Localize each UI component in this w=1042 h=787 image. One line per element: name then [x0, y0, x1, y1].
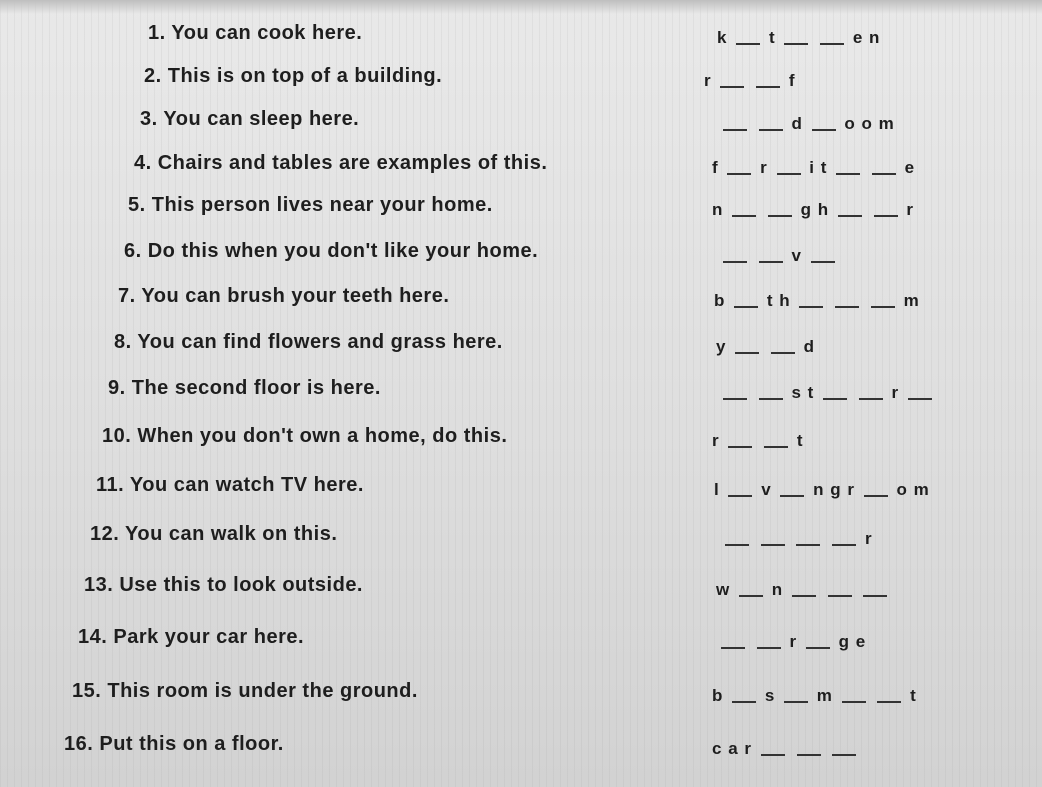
word-pattern-12: r — [722, 529, 873, 549]
word-pattern-16: c a r — [712, 739, 859, 759]
answer-blank — [728, 494, 752, 497]
answer-blank — [823, 397, 847, 400]
answer-blank — [797, 753, 821, 756]
answer-blank — [734, 305, 758, 308]
worksheet-item-14 — [0, 626, 1042, 666]
word-pattern-2: r f — [704, 71, 796, 90]
word-pattern-9: s t r — [720, 383, 935, 403]
clue-15: 15. This room is under the ground. — [72, 680, 418, 702]
answer-blank — [777, 172, 801, 175]
answer-blank — [874, 214, 898, 217]
word-pattern-1: k t e n — [717, 28, 881, 47]
word-pattern-11: l v n g r o m — [714, 480, 930, 499]
answer-blank — [820, 42, 844, 45]
answer-blank — [759, 397, 783, 400]
answer-blank — [735, 351, 759, 354]
worksheet-item-2 — [0, 65, 1042, 105]
answer-blank — [723, 397, 747, 400]
answer-blank — [768, 214, 792, 217]
answer-blank — [727, 172, 751, 175]
worksheet-item-9 — [0, 377, 1042, 417]
word-pattern-13: w n — [716, 580, 890, 600]
clue-1: 1. You can cook here. — [148, 22, 363, 44]
clue-9: 9. The second floor is here. — [108, 377, 381, 399]
answer-blank — [864, 494, 888, 497]
answer-blank — [759, 260, 783, 263]
worksheet-item-13 — [0, 574, 1042, 614]
answer-blank — [832, 753, 856, 756]
worksheet-item-11 — [0, 474, 1042, 514]
worksheet-item-8 — [0, 331, 1042, 371]
clue-2: 2. This is on top of a building. — [144, 65, 443, 87]
worksheet-item-5 — [0, 194, 1042, 234]
clue-13: 13. Use this to look outside. — [84, 574, 363, 596]
answer-blank — [761, 753, 785, 756]
worksheet-item-6 — [0, 240, 1042, 280]
answer-blank — [725, 543, 749, 546]
worksheet-item-15 — [0, 680, 1042, 720]
answer-blank — [739, 594, 763, 597]
answer-blank — [871, 305, 895, 308]
clue-14: 14. Park your car here. — [78, 626, 305, 648]
worksheet-item-10 — [0, 425, 1042, 465]
answer-blank — [792, 594, 816, 597]
answer-blank — [812, 128, 836, 131]
answer-blank — [723, 260, 747, 263]
word-pattern-14: r g e — [718, 632, 866, 652]
answer-blank — [842, 700, 866, 703]
answer-blank — [784, 42, 808, 45]
clue-8: 8. You can find flowers and grass here. — [114, 331, 503, 353]
clue-12: 12. You can walk on this. — [90, 523, 338, 545]
word-pattern-8: y d — [716, 337, 816, 356]
answer-blank — [811, 260, 835, 263]
answer-blank — [872, 172, 896, 175]
clue-7: 7. You can brush your teeth here. — [118, 285, 450, 307]
answer-blank — [784, 700, 808, 703]
worksheet-item-12 — [0, 523, 1042, 563]
answer-blank — [806, 646, 830, 649]
worksheet-item-7 — [0, 285, 1042, 325]
answer-blank — [877, 700, 901, 703]
answer-blank — [799, 305, 823, 308]
answer-blank — [761, 543, 785, 546]
word-pattern-4: f r i t e — [712, 158, 916, 177]
answer-blank — [908, 397, 932, 400]
word-pattern-6: v — [720, 246, 838, 266]
answer-blank — [771, 351, 795, 354]
clue-3: 3. You can sleep here. — [140, 108, 360, 130]
word-pattern-15: b s m t — [712, 686, 917, 705]
worksheet-item-4 — [0, 152, 1042, 192]
answer-blank — [721, 646, 745, 649]
answer-blank — [832, 543, 856, 546]
answer-blank — [732, 700, 756, 703]
answer-blank — [836, 172, 860, 175]
answer-blank — [796, 543, 820, 546]
word-pattern-7: b t h m — [714, 291, 920, 310]
answer-blank — [757, 646, 781, 649]
clue-16: 16. Put this on a floor. — [64, 733, 284, 755]
clue-10: 10. When you don't own a home, do this. — [102, 425, 508, 447]
answer-blank — [759, 128, 783, 131]
word-pattern-5: n g h r — [712, 200, 914, 219]
answer-blank — [736, 42, 760, 45]
answer-blank — [732, 214, 756, 217]
answer-blank — [728, 445, 752, 448]
clue-5: 5. This person lives near your home. — [128, 194, 493, 216]
answer-blank — [859, 397, 883, 400]
clue-4: 4. Chairs and tables are examples of this. — [134, 152, 548, 174]
answer-blank — [720, 85, 744, 88]
worksheet-item-1 — [0, 22, 1042, 62]
answer-blank — [835, 305, 859, 308]
worksheet-item-3 — [0, 108, 1042, 148]
answer-blank — [828, 594, 852, 597]
answer-blank — [764, 445, 788, 448]
word-pattern-10: r t — [712, 431, 804, 450]
answer-blank — [780, 494, 804, 497]
word-pattern-3: d o o m — [720, 114, 895, 134]
worksheet-item-16 — [0, 733, 1042, 773]
answer-blank — [756, 85, 780, 88]
clue-6: 6. Do this when you don't like your home. — [124, 240, 539, 262]
answer-blank — [838, 214, 862, 217]
answer-blank — [863, 594, 887, 597]
clue-11: 11. You can watch TV here. — [96, 474, 364, 496]
answer-blank — [723, 128, 747, 131]
